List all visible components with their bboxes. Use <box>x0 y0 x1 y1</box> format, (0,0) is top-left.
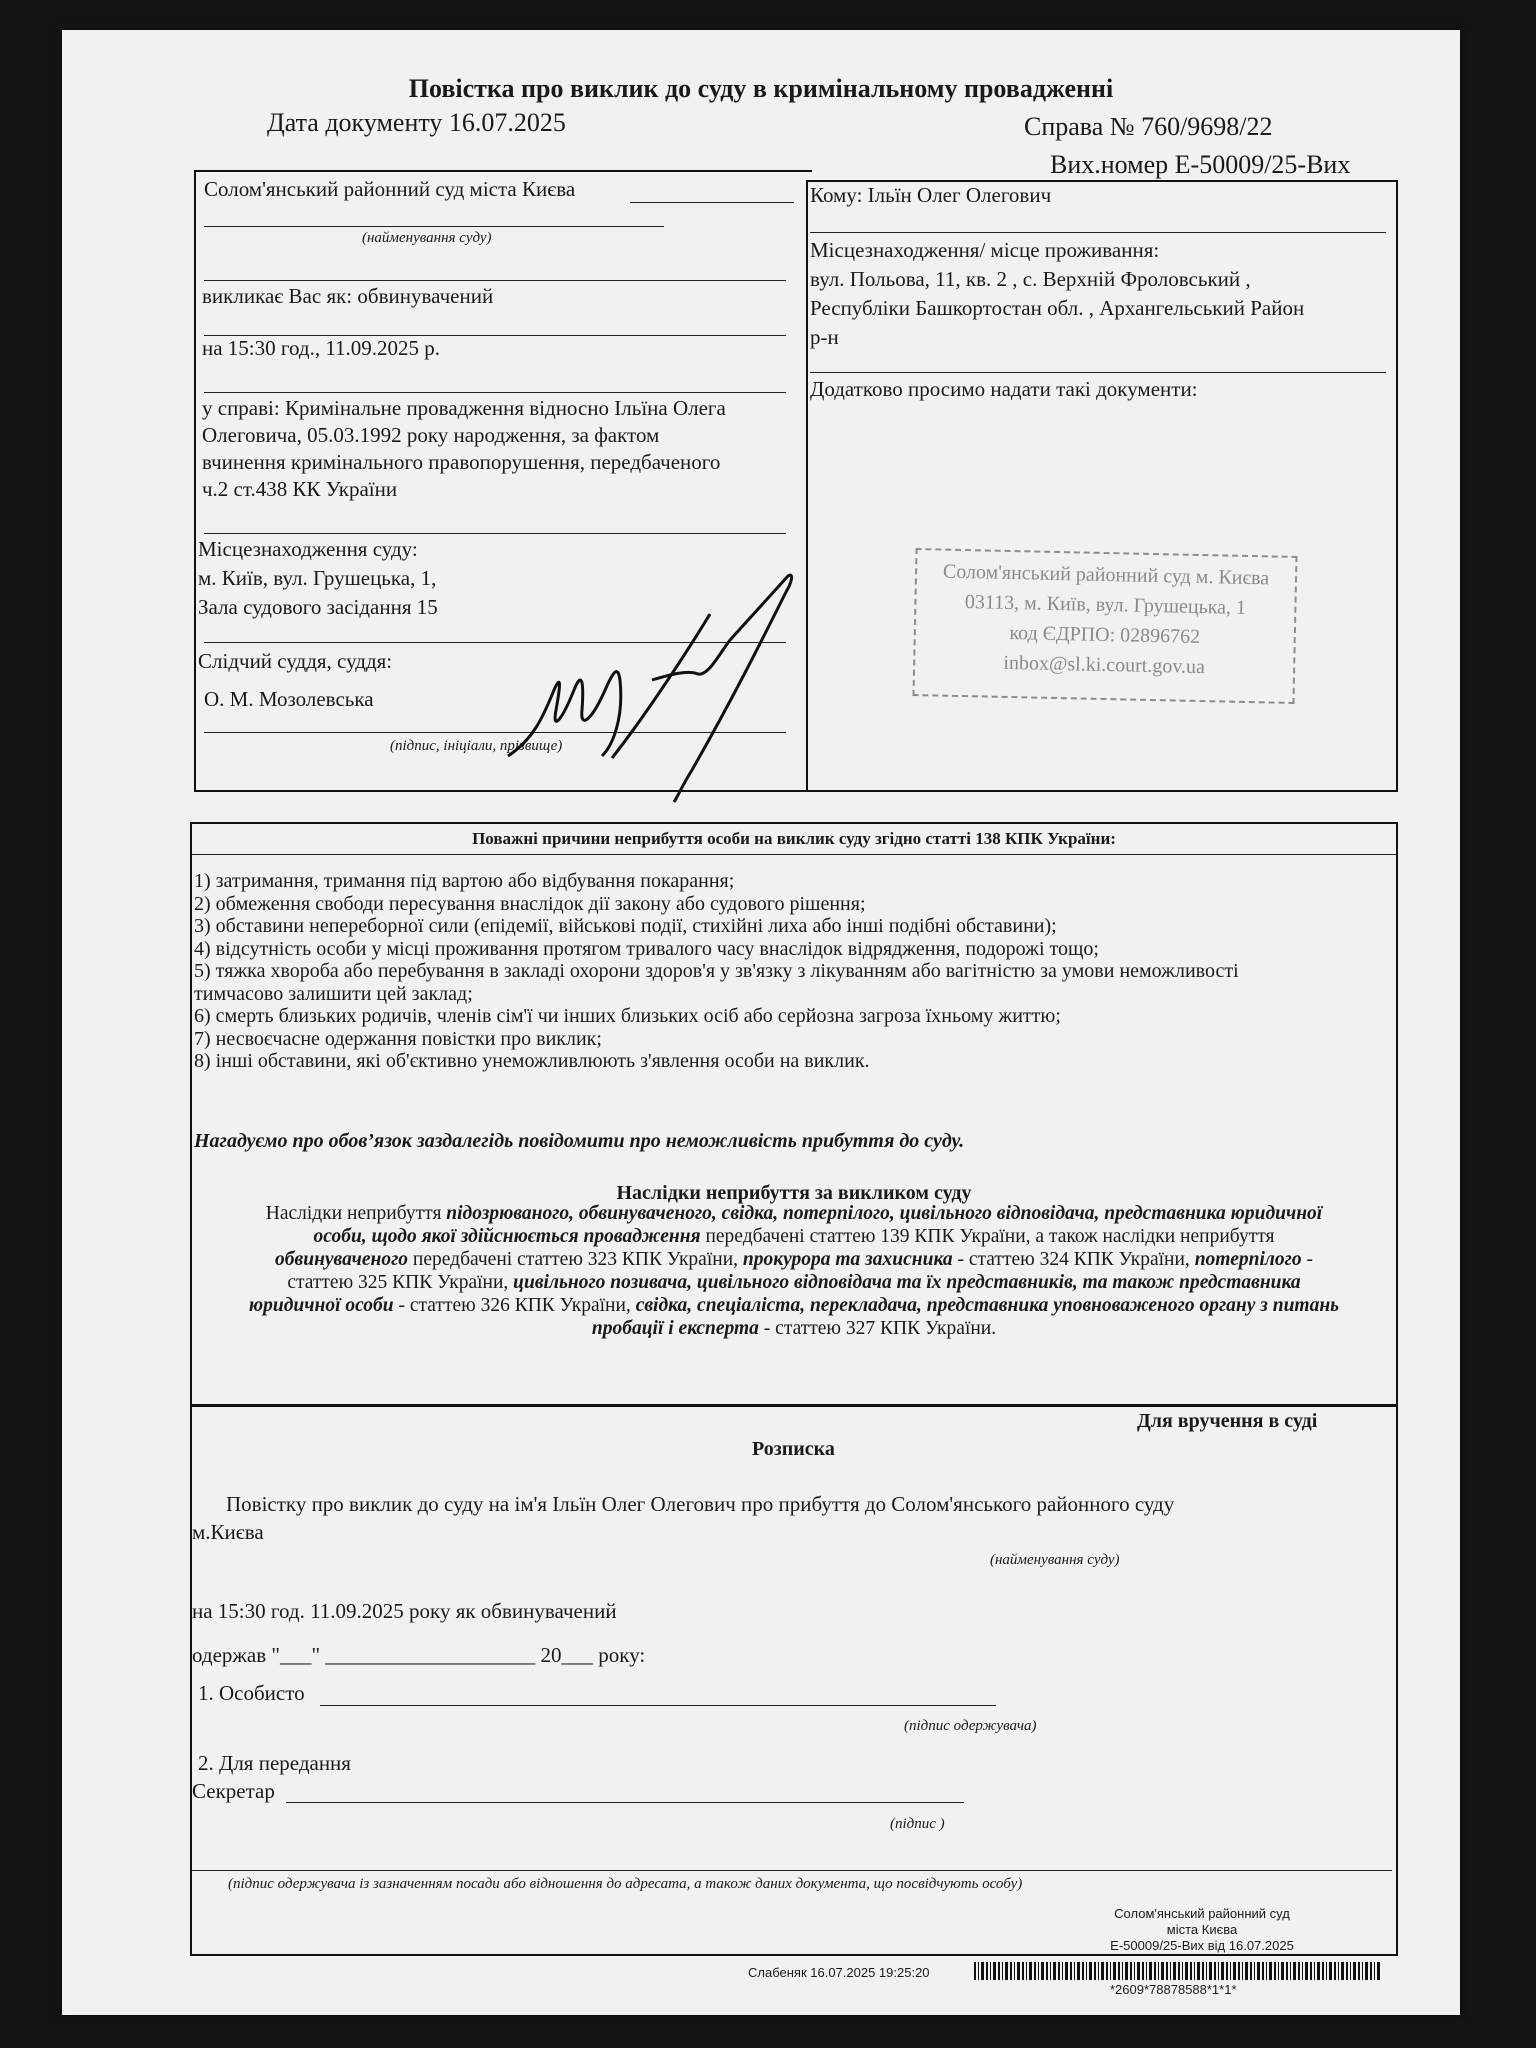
receipt-title: Розписка <box>752 1438 835 1460</box>
court-name-caption: (найменування суду) <box>362 230 492 246</box>
footer-court: Солом'янський районний суд міста Києва Е-50009/25-Вих від 16.07.2025 <box>1110 1906 1294 1953</box>
recipient-address: Місцезнаходження/ місце проживання: вул. Польова, 11, кв. 2 , с. Верхній Фроловський , Республіки Башкортостан обл. , Архангельський Район р-н <box>810 238 1305 349</box>
hearing-time: на 15:30 год., 11.09.2025 р. <box>202 336 441 360</box>
for-transfer-label: 2. Для передання <box>198 1751 351 1775</box>
outgoing-number: Вих.номер Е-50009/25-Вих <box>1050 150 1351 179</box>
list-item: тимчасово залишити цей заклад; <box>194 982 473 1005</box>
signature-caption: (підпис, ініціали, прізвище) <box>390 738 563 754</box>
receipt-time: на 15:30 год. 11.09.2025 року як обвинувачений <box>192 1599 617 1623</box>
summons-role: викликає Вас як: обвинувачений <box>202 284 494 308</box>
list-item: 4) відсутність особи у місці проживання протягом тривалого часу внаслідок відрядження, подорожі тощо; <box>194 937 1099 960</box>
footer-clerk: Слабеняк 16.07.2025 19:25:20 <box>748 1965 930 1980</box>
court-stamp: Солом'янський районний суд м. Києва 03113, м. Київ, вул. Грушецька, 1 код ЄДРПО: 02896762 inbox@sl.ki.court.gov.ua <box>912 548 1297 704</box>
list-item: 8) інші обставини, які об'єктивно унеможливлюють з'явлення особи на виклик. <box>194 1050 870 1072</box>
additional-documents: Додатково просимо надати такі документи: <box>810 377 1198 401</box>
judge-label: Слідчий суддя, суддя: <box>198 649 393 673</box>
receipt-text: Повістку про виклик до суду на ім'я Ільїн Олег Олегович про прибуття до Солом'янського районного суду м.Києва <box>192 1492 1175 1544</box>
court-location: Місцезнаходження суду: м. Київ, вул. Грушецька, 1, Зала судового засідання 15 <box>198 537 438 619</box>
judge-name: О. М. Мозолевська <box>204 687 374 711</box>
secretary-signature-caption: (підпис ) <box>890 1816 945 1832</box>
list-item: 2) обмеження свободи пересування внаслідок дії закону або судового рішення; <box>194 892 866 915</box>
consequences-text: Наслідки неприбуття підозрюваного, обвинуваченого, свідка, потерпілого, цивільного відповідача, представника юридичної особи, щодо якої здійснюється провадження передбачені статтею 139 КПК України, а також наслідки неприбуття обвинуваченого передбачені статтею 323 КПК України, прокурора та захисника - статтею 324 КПК України, потерпілого - статтею 325 КПК України, цивільного позивача, цивільного відповідача та їх представників, та також представника юридичної особи - статтею 326 КПК України, свідка, спеціаліста, перекладача, представника уповноваженого органу з питань пробації і експерта - статтею 327 КПК України. <box>248 1203 1340 1339</box>
reasons-heading: Поважні причини неприбуття особи на виклик суду згідно статті 138 КПК України: <box>472 829 1116 848</box>
document-date: Дата документу 16.07.2025 <box>267 108 566 137</box>
receipt-bottom-caption: (підпис одержувача із зазначенням посади або відношення до адресата, а також даних документа, що посвідчують особу) <box>228 1876 1023 1892</box>
document-title: Повістка про виклик до суду в кримінальному провадженні <box>408 74 1114 103</box>
receipt-court-caption: (найменування суду) <box>990 1552 1120 1568</box>
list-item: 7) несвоєчасне одержання повістки про виклик; <box>194 1027 602 1050</box>
recipient: Кому: Ільїн Олег Олегович <box>810 183 1052 207</box>
case-number: Справа № 760/9698/22 <box>1024 112 1273 141</box>
summons-page <box>62 30 1460 2015</box>
consequences-heading: Наслідки неприбуття за викликом суду <box>616 1182 972 1204</box>
court-name: Солом'янський районний суд міста Києва <box>204 177 576 201</box>
barcode-text: *2609*78878588*1*1* <box>1110 1982 1237 1997</box>
judge-signature <box>502 570 822 810</box>
recipient-signature-caption: (підпис одержувача) <box>904 1718 1037 1734</box>
received-date: одержав "___" ____________________ 20___ року: <box>192 1643 646 1667</box>
list-item: 6) смерть близьких родичів, членів сім'ї чи інших близьких осіб або серйозна загроза їхньому життю; <box>194 1005 1061 1027</box>
case-description: у справі: Кримінальне провадження відносно Ільїна Олега Олеговича, 05.03.1992 року народження, за фактом вчинення кримінального правопорушення, передбаченого ч.2 ст.438 КК України <box>202 396 726 501</box>
reminder: Нагадуємо про обов’язок заздалегідь повідомити про неможливість прибуття до суду. <box>194 1130 965 1152</box>
personally-label: 1. Особисто <box>198 1681 305 1705</box>
secretary-label: Секретар <box>192 1779 275 1803</box>
for-court-label: Для вручення в суді <box>1137 1410 1318 1432</box>
reasons-list <box>194 870 1394 1073</box>
list-item: 5) тяжка хвороба або перебування в закладі охорони здоров'я у зв'язку з лікуванням або вагітністю за умови неможливості <box>194 960 1239 982</box>
barcode <box>974 1962 1382 1980</box>
receipt-block <box>190 1404 1398 1956</box>
list-item: 1) затримання, тримання під вартою або відбування покарання; <box>194 870 735 892</box>
list-item: 3) обставини непереборної сили (епідемії, військові події, стихійні лиха або інші подібні обставини); <box>194 915 1057 937</box>
